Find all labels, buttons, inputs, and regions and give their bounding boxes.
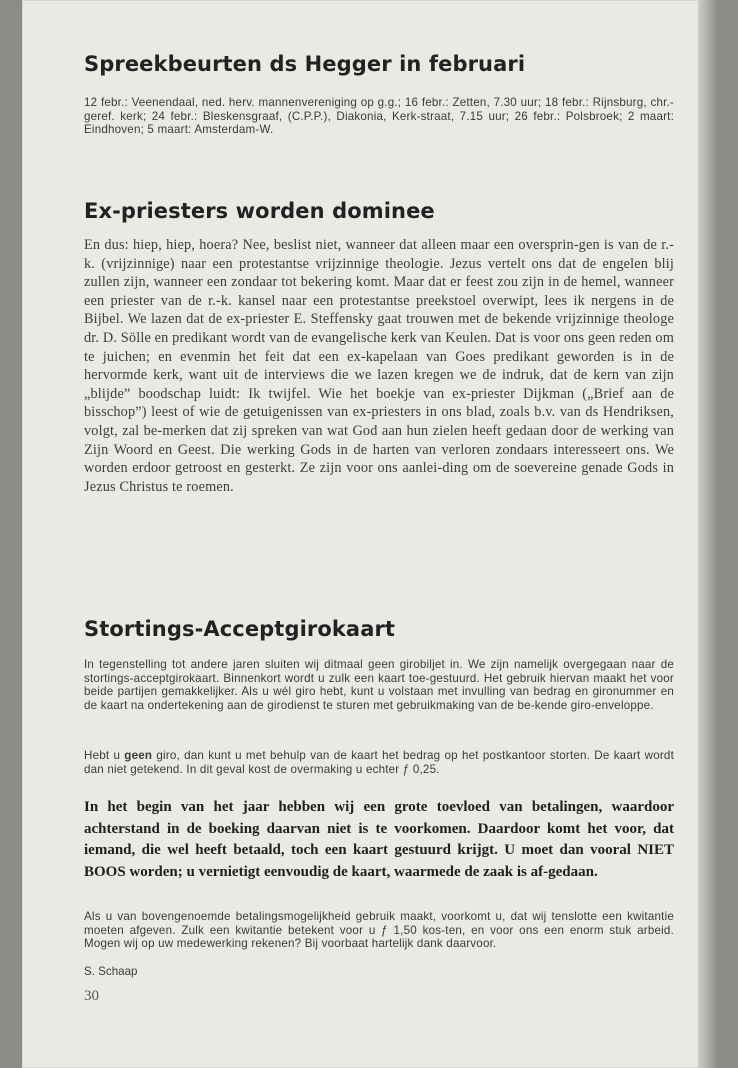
giro-paragraph-3: Als u van bovengenoemde betalingsmogelijkheid gebruik maakt, voorkomt u, dat wij tenslotte een kwitantie moeten afgeven. Zulk een kwitantie betekent voor u ƒ 1,50 kos-ten, en voor ons een enorm stuk arbeid. Mogen wij op uw medewerking rekenen? Bij voorbaat hartelijk dank daarvoor. [84,910,674,951]
expriests-heading: Ex-priesters worden dominee [84,199,435,223]
giro-paragraph-2-end: giro, dan kunt u met behulp van de kaart het bedrag op het postkantoor storten. De kaart wordt dan niet getekend. In dit geval kost de overmaking u echter ƒ 0,25. [84,749,674,776]
lectures-schedule: 12 febr.: Veenendaal, ned. herv. mannenvereniging op g.g.; 16 febr.: Zetten, 7.30 uur; 18 febr.: Rijnsburg, chr.-geref. kerk; 24 febr.: Bleskensgraaf, (C.P.P.), Diakonia, Kerk-straat, 7.15 uur; 26 febr.: Polsbroek; 2 maart: Eindhoven; 5 maart: Amsterdam-W. [84,96,674,137]
lectures-heading: Spreekbeurten ds Hegger in februari [84,52,526,76]
giro-heading: Stortings-Acceptgirokaart [84,617,396,641]
page-edge-shadow [698,0,718,1068]
magazine-page [22,0,718,1068]
giro-paragraph-2-emphasis: geen [124,749,153,762]
giro-notice: In het begin van het jaar hebben wij een grote toevloed van betalingen, waardoor achterstand in de boeking daarvan niet is te voorkomen. Daardoor komt het voor, dat iemand, die wel heeft betaald, toch een kaart gestuurd krijgt. U moet dan vooral NIET BOOS worden; u vernietigt eenvoudig de kaart, waarmede de zaak is af-gedaan. [84,799,674,880]
page-number: 30 [84,988,99,1004]
expriests-article: En dus: hiep, hiep, hoera? Nee, beslist niet, wanneer dat alleen maar een oversprin-gen is van de r.-k. (vrijzinnige) naar een protestantse vrijzinnige theologie. Jezus vertelt ons dat de engelen blij zullen zijn, wanneer een zondaar tot bekering komt. Maar dat er feest zou zijn in de hemel, wanneer een priester van de r.-k. kansel naar een protestantse preekstoel overwipt, lees ik nergens in de Bijbel. We lazen dat de ex-priester E. Steffensky gaat trouwen met de bekende vrijzinnige theologe dr. D. Sölle en predikant wordt van de evangelische kerk van Keulen. Dat is voor ons geen reden om te juichen; en evenmin het feit dat een ex-kapelaan van Goes predikant geworden is in de hervormde kerk, want uit de interviews die we lazen kregen we de indruk, dat de kern van zijn „blijde” boodschap luidt: Ik twijfel. Wie het boekje van ex-priester Dijkman („Brief aan de bisschop”) leest of wie de getuigenissen van ex-priesters in ons blad, zoals b.v. van ds Hendriksen, volgt, zal be-merken dat zij spreken van wat God aan hun zielen heeft gedaan door de werking van Zijn Woord en Geest. Die werking Gods in de harten van verloren zondaars interesseert ons. We worden erdoor getroost en gesterkt. Ze zijn voor ons aanlei-ding om de soevereine genade Gods in Jezus Christus te roemen. [84,237,674,495]
giro-paragraph-2-start: Hebt u [84,749,125,762]
giro-paragraph-2 [84,749,674,776]
giro-paragraph-1: In tegenstelling tot andere jaren sluiten wij ditmaal geen girobiljet in. We zijn namelijk overgegaan naar de stortings-acceptgirokaart. Binnenkort wordt u zulk een kaart toe-gestuurd. Het gebruik hiervan maakt het voor beide partijen gemakkelijker. Als u wél giro hebt, kunt u volstaan met invulling van bedrag en gironummer en de kaart na ondertekening aan de girodienst te sturen met gebruikmaking van de be-kende giro-enveloppe. [84,658,674,712]
signature: S. Schaap [84,965,138,978]
